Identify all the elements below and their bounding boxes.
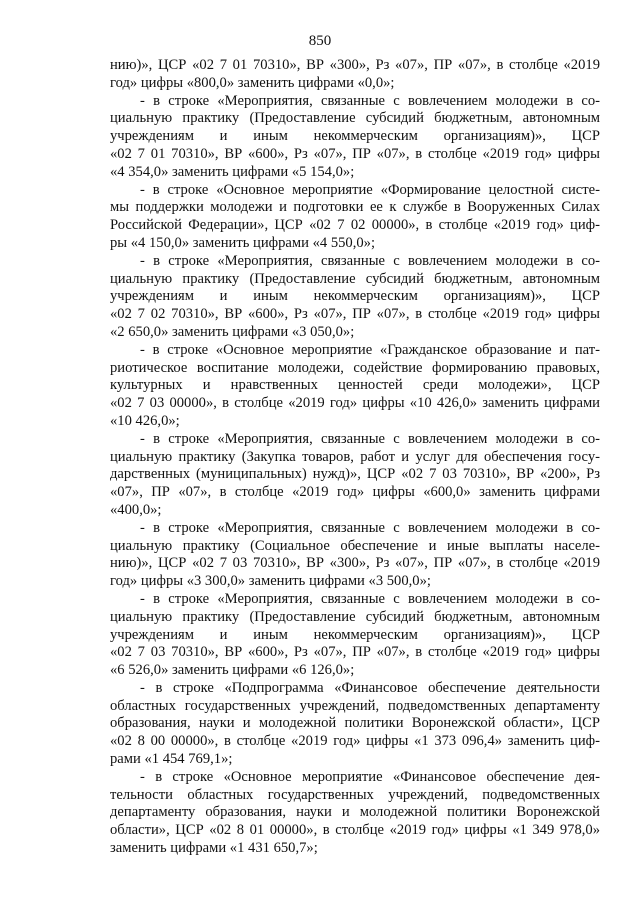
text-line: дарственных (муниципальных) нужд)», ЦСР «02 7 03 70310», ВР «200», Рз [110,466,600,483]
text-line: «02 8 00 00000», в столбце «2019 год» цифры «1 373 096,4» заменить циф- [110,733,600,750]
text-line: ры «4 150,0» заменить цифрами «4 550,0»; [110,234,376,251]
text-line: Российской Федерации», ЦСР «02 7 02 00000», в столбце «2019 год» циф- [110,217,600,234]
text-line: области», ЦСР «02 8 01 00000», в столбце «2019 год» цифры «1 349 978,0» [110,822,600,839]
text-line: рами «1 454 769,1»; [110,751,233,768]
text-line: мы поддержки молодежи и подготовки ее к службе в Вооруженных Силах [110,199,600,216]
paragraph [110,253,600,342]
text-line: «10 426,0»; [110,412,180,429]
text-line: «02 7 03 70310», ВР «600», Рз «07», ПР «07», в столбце «2019 год» цифры [110,644,600,661]
document-body [110,57,600,858]
text-line: «02 7 02 70310», ВР «600», Рз «07», ПР «07», в столбце «2019 год» цифры [110,306,600,323]
text-line: циальную практику (Предоставление субсидий бюджетным, автономным [110,608,600,625]
text-line: - в строке «Подпрограмма «Финансовое обеспечение деятельности [140,679,600,696]
text-line: «6 526,0» заменить цифрами «6 126,0»; [110,662,355,679]
text-line: областных государственных учреждений, подведомственных департаменту [110,697,600,714]
text-line: учреждениям и иным некоммерческим организациям)», ЦСР [110,128,600,145]
paragraph [110,591,600,680]
text-line: заменить цифрами «1 431 650,7»; [110,840,318,857]
text-line: «2 650,0» заменить цифрами «3 050,0»; [110,323,355,340]
text-line: - в строке «Мероприятия, связанные с вовлечением молодежи в со- [140,252,600,269]
text-line: образования, науки и молодежной политики Воронежской области», ЦСР [110,715,600,732]
text-line: «400,0»; [110,501,162,518]
text-line: тельности областных государственных учреждений, подведомственных [110,786,600,803]
text-line: - в строке «Основное мероприятие «Финансовое обеспечение дея- [140,768,600,785]
text-line: циальную практику (Предоставление субсидий бюджетным, автономным [110,110,600,127]
text-line: год» цифры «800,0» заменить цифрами «0,0»; [110,74,395,91]
paragraph [110,769,600,858]
text-line: циальную практику (Закупка товаров, работ и услуг для обеспечения госу- [110,448,600,465]
text-line: культурных и нравственных ценностей среди молодежи», ЦСР [110,377,600,394]
text-line: циальную практику (Предоставление субсидий бюджетным, автономным [110,270,600,287]
paragraph [110,182,600,253]
text-line: «07», ПР «07», в столбце «2019 год» цифры «600,0» заменить цифрами [110,484,600,501]
text-line: - в строке «Основное мероприятие «Гражданское образование и пат- [140,341,600,358]
text-line: циальную практику (Социальное обеспечение и иные выплаты населе- [110,537,600,554]
text-line: «02 7 01 70310», ВР «600», Рз «07», ПР «07», в столбце «2019 год» цифры [110,145,600,162]
text-line: - в строке «Мероприятия, связанные с вовлечением молодежи в со- [140,590,600,607]
text-line: год» цифры «3 300,0» заменить цифрами «3 500,0»; [110,573,431,590]
paragraph [110,680,600,769]
text-line: - в строке «Основное мероприятие «Формирование целостной систе- [140,181,600,198]
paragraph [110,342,600,431]
text-line: риотическое воспитание молодежи, содействие формированию правовых, [110,359,600,376]
text-line: учреждениям и иным некоммерческим организациям)», ЦСР [110,288,600,305]
text-line: - в строке «Мероприятия, связанные с вовлечением молодежи в со- [140,92,600,109]
paragraph [110,520,600,591]
text-line: департаменту образования, науки и молодежной политики Воронежской [110,804,600,821]
paragraph [110,93,600,182]
paragraph [110,57,600,93]
text-line: «4 354,0» заменить цифрами «5 154,0»; [110,163,355,180]
text-line: нию)», ЦСР «02 7 01 70310», ВР «300», Рз «07», ПР «07», в столбце «2019 [110,57,600,73]
text-line: учреждениям и иным некоммерческим организациям)», ЦСР [110,626,600,643]
page-number: 850 [308,33,332,49]
text-line: - в строке «Мероприятия, связанные с вовлечением молодежи в со- [140,519,600,536]
paragraph [110,431,600,520]
text-line: нию)», ЦСР «02 7 03 70310», ВР «300», Рз «07», ПР «07», в столбце «2019 [110,555,600,572]
text-line: - в строке «Мероприятия, связанные с вовлечением молодежи в со- [140,430,600,447]
text-line: «02 7 03 00000», в столбце «2019 год» цифры «10 426,0» заменить цифрами [110,395,600,412]
